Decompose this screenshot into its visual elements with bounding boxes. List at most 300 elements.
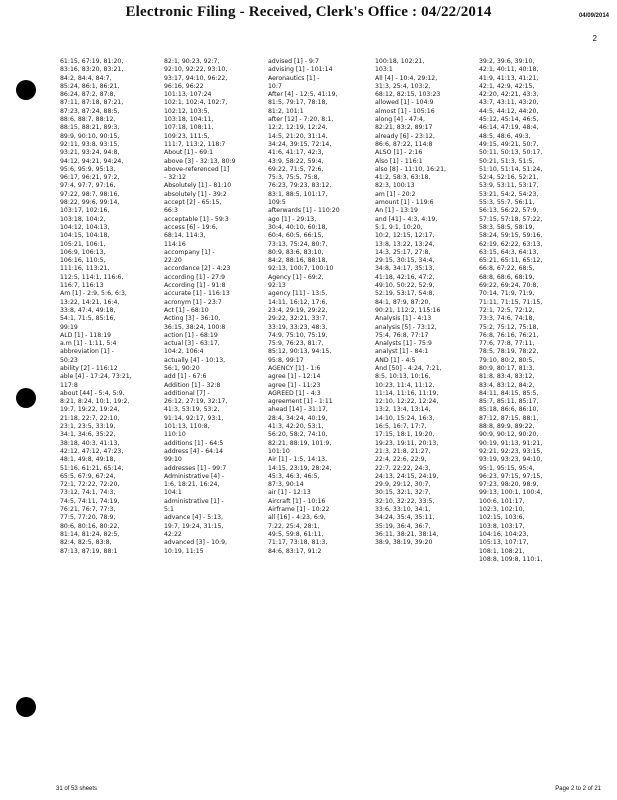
index-entry: able [4] - 17:24, 73:21, bbox=[60, 373, 132, 381]
index-entry: 75:2, 75:12, 75:18, bbox=[479, 323, 539, 331]
index-entry: 83:16, 83:20, 83:21, bbox=[60, 66, 124, 74]
index-entry: 97:23, 98:20, 98:9, bbox=[479, 481, 539, 489]
index-entry: 103:18, 104:11, bbox=[164, 116, 214, 124]
index-entry: 68:8, 68:6, 68:19, bbox=[479, 273, 535, 281]
index-entry: 33:8, 47:4, 49:18, bbox=[60, 306, 116, 314]
index-entry: 83:1, 88:5, 101:17, bbox=[268, 190, 328, 198]
punch-hole-middle bbox=[16, 388, 36, 408]
index-entry: 10:2, 12:15, 12:17, bbox=[375, 232, 435, 240]
index-entry: Absolutely [1] - 81:10 bbox=[164, 182, 232, 190]
index-entry: 100:6, 101:17, bbox=[479, 497, 525, 505]
index-entry: 54:1, 71:5, 85:16, bbox=[60, 315, 116, 323]
index-entry: 45:3, 46:3, 46:5, bbox=[268, 472, 320, 480]
index-entry: 108:8, 109:8, 110:1, bbox=[479, 555, 543, 563]
index-entry: acceptable [1] - 59:3 bbox=[164, 215, 229, 223]
index-entry: about [44] - 5:4, 5:9, bbox=[60, 389, 125, 397]
index-entry: 104:12, 104:13, bbox=[60, 223, 110, 231]
index-entry: 93:19, 93:23, 94:10, bbox=[479, 456, 543, 464]
index-entry: 41:9, 41:13, 41:21, bbox=[479, 74, 539, 82]
index-entry: 58:3, 58:5, 58:19, bbox=[479, 223, 535, 231]
index-entry: 10:23, 11:4, 11:12, bbox=[375, 381, 435, 389]
index-entry: ALSO [1] - 2:16 bbox=[375, 149, 423, 157]
index-entry: 21:18, 22:7, 22:10, bbox=[60, 414, 120, 422]
index-entry: 110:10 bbox=[164, 431, 186, 439]
index-entry: a.m [1] - 1:11, 5:4 bbox=[60, 340, 117, 348]
index-entry: AND [1] - 4:5 bbox=[375, 356, 416, 364]
index-entry: 12:2, 12:19, 12:24, bbox=[268, 124, 328, 132]
index-entry: 111:7, 113:2, 118:7 bbox=[164, 140, 226, 148]
index-entry: After [4] - 12:5, 41:19, bbox=[268, 91, 338, 99]
index-entry: 89:9, 90:10, 90:15, bbox=[60, 132, 120, 140]
index-entry: 78:5, 78:19, 78:22, bbox=[479, 348, 539, 356]
index-entry: 68:14, 114:3, bbox=[164, 232, 206, 240]
index-entry: 69:22, 69:24, 70:8, bbox=[479, 282, 539, 290]
index-column-4 bbox=[375, 58, 461, 748]
index-entry: 50:23 bbox=[60, 356, 78, 364]
index-entry: 104:16, 104:23, bbox=[479, 530, 529, 538]
index-column-5 bbox=[479, 58, 565, 748]
index-entry: administrative [1] - bbox=[164, 497, 224, 505]
index-entry: Aeronautics [1] - bbox=[268, 74, 320, 82]
index-entry: advance [4] - 5:13, bbox=[164, 514, 224, 522]
index-entry: 87:11, 87:18, 87:21, bbox=[60, 99, 124, 107]
index-entry: 34:8, 34:17, 35:13, bbox=[375, 265, 435, 273]
index-entry: 84:2, 84:4, 84:7, bbox=[60, 74, 112, 82]
index-entry: 69:22, 71:5, 72:6, bbox=[268, 165, 324, 173]
index-entry: 77:6, 77:8, 77:11, bbox=[479, 340, 535, 348]
index-entry: 80:9, 83:6, 83:10, bbox=[268, 248, 324, 256]
index-entry: 79:10, 80:2, 80:5, bbox=[479, 356, 535, 364]
index-entry: Am [1] - 2:9, 5:6, 6:3, bbox=[60, 290, 127, 298]
index-entry: 104:1 bbox=[164, 489, 182, 497]
index-entry: 34:1, 34:6, 35:22, bbox=[60, 431, 116, 439]
index-entry: absolutely [1] - 39:2 bbox=[164, 190, 227, 198]
index-entry: 14:11, 16:12, 17:6, bbox=[268, 298, 328, 306]
index-entry: accurate [1] - 116:13 bbox=[164, 290, 230, 298]
index-entry: 112:5, 114:1, 116:6, bbox=[60, 273, 124, 281]
index-entry: Agency [1] - 69:2, bbox=[268, 273, 324, 281]
index-entry: 106:9, 106:13, bbox=[60, 248, 106, 256]
index-entry: 5:1 bbox=[164, 506, 174, 514]
index-entry: 104:15, 104:18, bbox=[60, 232, 110, 240]
index-entry: 103:18, 104:2, bbox=[60, 215, 106, 223]
index-entry: 91:14, 92:17, 93:1, bbox=[164, 414, 224, 422]
index-entry: 39:2, 39:6, 39:10, bbox=[479, 58, 535, 65]
index-entry: 82:3, 100:13 bbox=[375, 182, 415, 190]
index-entry: 82:1, 90:23, 92:7, bbox=[164, 58, 220, 65]
index-entry: 38:18, 40:3, 41:13, bbox=[60, 439, 120, 447]
punch-hole-bottom bbox=[16, 697, 36, 717]
index-entry: 101:13, 110:8, bbox=[164, 423, 210, 431]
index-entry: 84:11, 84:15, 85:5, bbox=[479, 389, 539, 397]
page-range: Page 2 to 2 of 21 bbox=[555, 786, 601, 792]
index-entry: ago [1] - 29:13, bbox=[268, 215, 317, 223]
index-entry: 73:3, 74:6, 74:18, bbox=[479, 315, 535, 323]
index-entry: according [1] - 27:9 bbox=[164, 273, 226, 281]
index-entry: 114:16 bbox=[164, 240, 186, 248]
index-entry: 88:8, 89:9, 89:22, bbox=[479, 423, 535, 431]
index-entry: 96:16, 96:22 bbox=[164, 82, 204, 90]
index-column-2 bbox=[164, 58, 250, 748]
index-entry: 51:16, 61:21, 65:14, bbox=[60, 464, 124, 472]
index-entry: actual [3] - 63:17, bbox=[164, 340, 220, 348]
index-entry: and [41] - 4:3, 4:19, bbox=[375, 215, 438, 223]
index-entry: 19:7, 19:22, 19:24, bbox=[60, 406, 120, 414]
index-entry: 76:21, 76:7, 77:3, bbox=[60, 506, 116, 514]
index-entry: 87:13, 87:19, 88:1 bbox=[60, 547, 118, 555]
index-entry: 87:23, 87:24, 88:5, bbox=[60, 107, 120, 115]
index-entry: amount [1] - 119:6 bbox=[375, 199, 434, 207]
index-entry: air [1] - 12:13 bbox=[268, 489, 311, 497]
index-entry: 99:13, 100:1, 100:4, bbox=[479, 489, 543, 497]
index-entry: Analysts [1] - 75:9 bbox=[375, 340, 432, 348]
index-entry: 92:21, 92:23, 93:15, bbox=[479, 447, 543, 455]
index-entry: 74:9, 75:10, 75:19, bbox=[268, 331, 328, 339]
index-entry: 90:21, 112:2, 115:16 bbox=[375, 306, 441, 314]
index-entry: 97:4, 97:7, 97:16, bbox=[60, 182, 116, 190]
index-entry: 103:8, 103:17, bbox=[479, 522, 525, 530]
index-entry: 10:19, 11:15 bbox=[164, 547, 204, 555]
index-entry: 58:24, 59:15, 59:16, bbox=[479, 232, 543, 240]
index-entry: 87:3, 90:14 bbox=[268, 481, 304, 489]
index-entry: 109:23, 111:5, bbox=[164, 132, 210, 140]
index-entry: An [1] - 13:19 bbox=[375, 207, 418, 215]
index-column-1 bbox=[60, 58, 146, 748]
index-entry: 5:1, 9:1, 10:20, bbox=[375, 223, 423, 231]
index-entry: additional [7] - bbox=[164, 389, 210, 397]
index-entry: According [1] - 91:8 bbox=[164, 282, 226, 290]
index-entry: 29:15, 30:15, 34:4, bbox=[375, 257, 435, 265]
index-entry: 14:3, 25:17, 27:8, bbox=[375, 248, 431, 256]
index-entry: 49:10, 50:22, 52:9, bbox=[375, 282, 435, 290]
index-entry: 106:16, 110:5, bbox=[60, 257, 106, 265]
index-entry: addresses [1] - 99:7 bbox=[164, 464, 227, 472]
index-entry: 12:10, 12:22, 12:24, bbox=[375, 398, 439, 406]
index-entry: 22:4, 22:6, 22:9, bbox=[375, 456, 427, 464]
index-entry: 88:6, 88:7, 88:12, bbox=[60, 116, 116, 124]
index-entry: 90:19, 91:13, 91:21, bbox=[479, 439, 543, 447]
index-entry: 102:12, 103:5, bbox=[164, 107, 210, 115]
index-entry: 95:8, 99:17 bbox=[268, 356, 304, 364]
index-entry: 16:5, 16:7, 17:7, bbox=[375, 423, 427, 431]
index-entry: 36:11, 38:21, 38:14, bbox=[375, 530, 439, 538]
index-entry: 100:18, 102:21, bbox=[375, 58, 425, 65]
index-entry: analysis [5] - 73:12, bbox=[375, 323, 437, 331]
index-entry: 51:10, 51:14, 51:24, bbox=[479, 165, 543, 173]
index-entry: 82:4, 82:5, 83:8, bbox=[60, 539, 112, 547]
index-entry: agree [1] - 12:14 bbox=[268, 373, 321, 381]
index-entry: 65:21, 65:11, 65:12, bbox=[479, 257, 543, 265]
index-entry: 38:9, 38:19, 39:20 bbox=[375, 539, 433, 547]
index-entry: 94:12, 94:21, 94:24, bbox=[60, 157, 124, 165]
index-entry: 31:3, 25:4, 103:2, bbox=[375, 82, 431, 90]
index-entry: 85:24, 86:1, 86:21, bbox=[60, 82, 120, 90]
index-entry: 22:7, 22:22, 24:3, bbox=[375, 464, 431, 472]
index-entry: 87:12, 87:15, 88:1, bbox=[479, 414, 539, 422]
index-entry: 72:1, 72:22, 72:20, bbox=[60, 481, 120, 489]
index-column-3 bbox=[268, 58, 354, 748]
punch-hole-top bbox=[16, 80, 36, 100]
index-entry: 48:1, 49:8, 49:18, bbox=[60, 456, 116, 464]
filing-header: Electronic Filing - Received, Clerk's Office : 04/22/2014 bbox=[125, 4, 492, 20]
index-entry: 92:10, 92:22, 93:10, bbox=[164, 66, 228, 74]
index-entry: almost [1] - 105:16 bbox=[375, 107, 435, 115]
index-entry: 85:7, 85:11, 85:17, bbox=[479, 398, 539, 406]
index-entry: abbreviation [1] - bbox=[60, 348, 114, 356]
index-entry: am [1] - 20:2 bbox=[375, 190, 416, 198]
index-entry: address [4] - 64:14 bbox=[164, 447, 224, 455]
index-entry: AGENCY [1] - 1:6 bbox=[268, 364, 321, 372]
index-entry: Air [1] - 1:5, 14:13, bbox=[268, 456, 328, 464]
index-entry: 86:24, 87:2, 87:8, bbox=[60, 91, 116, 99]
index-entry: 73:13, 75:24, 80:7, bbox=[268, 240, 328, 248]
index-entry: 50:21, 51:3, 51:5, bbox=[479, 157, 535, 165]
index-entry: 11:14, 11:16, 11:19, bbox=[375, 389, 439, 397]
index-entry: 80:6, 80:16, 80:22, bbox=[60, 522, 120, 530]
index-entry: accompany [1] - bbox=[164, 248, 215, 256]
index-entry: 98:22, 99:6, 99:14, bbox=[60, 199, 120, 207]
index-entry: 111:16, 113:21, bbox=[60, 265, 110, 273]
index-entry: 13:22, 14:21, 16:4, bbox=[60, 298, 120, 306]
index-entry: 19:7, 19:24, 31:15, bbox=[164, 522, 224, 530]
index-entry: 41:6, 41:17, 42:3, bbox=[268, 149, 324, 157]
index-entry: 92:13 bbox=[268, 282, 286, 290]
index-entry: 26:12, 27:19, 32:17, bbox=[164, 398, 228, 406]
index-entry: accordance [2] - 4:23 bbox=[164, 265, 231, 273]
index-entry: 1:6, 18:21, 16:24, bbox=[164, 481, 220, 489]
index-entry: 95:1, 95:15, 95:4, bbox=[479, 464, 535, 472]
index-entry: 65:5, 67:9, 67:24, bbox=[60, 472, 116, 480]
index-entry: 99:10 bbox=[164, 456, 182, 464]
index-entry: 92:11, 93:8, 93:15, bbox=[60, 140, 120, 148]
index-entry: 14:10, 15:24, 16:3, bbox=[375, 414, 435, 422]
index-entry: 103:17, 102:16, bbox=[60, 207, 110, 215]
index-entry: 22:20 bbox=[164, 257, 182, 265]
index-entry: 95:6, 95:9, 95:13, bbox=[60, 165, 116, 173]
index-entry: 29:22, 32:21, 33:7, bbox=[268, 315, 328, 323]
index-entry: - 32:12 bbox=[164, 174, 187, 182]
index-entry: 35:19, 36:4, 36:7, bbox=[375, 522, 431, 530]
index-entry: Analysis [1] - 4:13 bbox=[375, 315, 432, 323]
index-entry: analyst [1] - 84:1 bbox=[375, 348, 429, 356]
index-entry: 99:19 bbox=[60, 323, 78, 331]
index-entry: 44:5, 44:12, 44:20, bbox=[479, 107, 539, 115]
index-entry: 90:9, 90:12, 90:20, bbox=[479, 431, 539, 439]
index-entry: 101:13, 107:24 bbox=[164, 91, 212, 99]
index-entry: 101:10 bbox=[268, 447, 290, 455]
index-entry: 82:21, 83:2, 89:17 bbox=[375, 124, 433, 132]
index-entry: Airframe [1] - 10:22 bbox=[268, 506, 330, 514]
index-entry: 53:9, 53:11, 53:17, bbox=[479, 182, 539, 190]
index-entry: 96:17, 96:21, 97:2, bbox=[60, 174, 120, 182]
index-entry: advanced [3] - 10:9, bbox=[164, 539, 227, 547]
index-entry: 102:1, 102:4, 102:7, bbox=[164, 99, 228, 107]
index-entry: 85:12, 90:13, 94:15, bbox=[268, 348, 332, 356]
index-entry: 14:5, 21:20, 31:14, bbox=[268, 132, 328, 140]
index-entry: 29:9, 29:12, 30:7, bbox=[375, 481, 431, 489]
index-entry: ALD [1] - 118:19 bbox=[60, 331, 112, 339]
index-entry: 83:4, 83:12, 84:2, bbox=[479, 381, 535, 389]
index-entry: accept [2] - 65:15, bbox=[164, 199, 222, 207]
index-entry: 49:15, 49:21, 50:7, bbox=[479, 140, 539, 148]
index-entry: advised [1] - 9:7 bbox=[268, 58, 319, 65]
index-entry: Addition [1] - 32:8 bbox=[164, 381, 221, 389]
index-entry: 13:8, 13:22, 13:24, bbox=[375, 240, 435, 248]
index-entry: 104:2, 106:4 bbox=[164, 348, 204, 356]
index-entry: 81:5, 79:17, 78:18, bbox=[268, 99, 328, 107]
index-entry: 75:4, 76:8, 77:17 bbox=[375, 331, 429, 339]
index-entry: all [16] - 4:23, 6:9, bbox=[268, 514, 326, 522]
index-entry: Aircraft [1] - 10:16 bbox=[268, 497, 326, 505]
index-entry: 52:19, 53:17, 54:8, bbox=[375, 290, 435, 298]
index-entry: 56:1, 90:20 bbox=[164, 364, 200, 372]
index-entry: 28:4, 34:24, 40:19, bbox=[268, 414, 328, 422]
index-entry: add [1] - 67:6 bbox=[164, 373, 207, 381]
index-entry: 96:23, 97:15, 97:15, bbox=[479, 472, 543, 480]
index-entry: after [12] - 7:20, 8:1, bbox=[268, 116, 334, 124]
index-entry: allowed [1] - 104:9 bbox=[375, 99, 434, 107]
index-entry: above [3] - 32:13, 80:9 bbox=[164, 157, 236, 165]
index-entry: 86:6, 87:22, 114:8 bbox=[375, 140, 433, 148]
index-entry: 23:1, 23:5, 33:19, bbox=[60, 423, 116, 431]
index-entry: 108:1, 108:21, bbox=[479, 547, 525, 555]
index-entry: 43:7, 43:11, 43:20, bbox=[479, 99, 539, 107]
index-entry: AGREED [1] - 4:3 bbox=[268, 389, 321, 397]
index-entry: 23:4, 29:19, 29:22, bbox=[268, 306, 328, 314]
index-entry: 93:21, 93:24, 94:8, bbox=[60, 149, 120, 157]
index-entry: 109:5 bbox=[268, 199, 286, 207]
index-entry: 42:20, 42:21, 43:3, bbox=[479, 91, 539, 99]
index-entry: ahead [14] - 31:17, bbox=[268, 406, 328, 414]
index-entry: 42:22 bbox=[164, 530, 182, 538]
index-entry: 107:18, 108:11, bbox=[164, 124, 214, 132]
index-entry: acronym [1] - 23:7 bbox=[164, 298, 222, 306]
index-entry: 56:13, 56:22, 57:9, bbox=[479, 207, 539, 215]
index-entry: 88:15, 88:21, 89:3, bbox=[60, 124, 120, 132]
index-entry: 80:9, 80:17, 81:3, bbox=[479, 364, 535, 372]
index-entry: Act [1] - 68:10 bbox=[164, 306, 209, 314]
index-entry: access [6] - 19:6, bbox=[164, 223, 218, 231]
index-entry: 13:2, 13:4, 13:14, bbox=[375, 406, 431, 414]
index-entry: 116:7, 116:13 bbox=[60, 282, 104, 290]
index-entry: 8:21, 8:24, 10:1, 19:2, bbox=[60, 398, 130, 406]
index-entry: Administrative [4] - bbox=[164, 472, 224, 480]
index-entry: 50:11, 50:13, 50:17, bbox=[479, 149, 543, 157]
index-entry: 66:8, 67:22, 68:5, bbox=[479, 265, 535, 273]
index-entry: 84:6, 83:17, 91:2 bbox=[268, 547, 322, 555]
index-entry: 93:17, 94:10, 96:22, bbox=[164, 74, 228, 82]
index-entry: 75:3, 75:5, 75:8, bbox=[268, 174, 320, 182]
index-entry: 71:11, 71:15, 71:15, bbox=[479, 298, 543, 306]
index-entry: 24:13, 24:15, 24:19, bbox=[375, 472, 439, 480]
index-entry: About [1] - 69:1 bbox=[164, 149, 214, 157]
index-entry: 70:14, 71:9, 71:9, bbox=[479, 290, 535, 298]
index-entry: 62:19, 62:22, 63:13, bbox=[479, 240, 543, 248]
index-entry: 63:15, 64:3, 64:13, bbox=[479, 248, 539, 256]
index-entry: 49:5, 59:8, 61:11, bbox=[268, 530, 324, 538]
index-entry: 105:13, 107:17, bbox=[479, 539, 529, 547]
index-entry: 41:3, 42:20, 53:1, bbox=[268, 423, 324, 431]
index-entry: above-referenced [1] bbox=[164, 165, 230, 173]
index-entry: 33:6, 33:10, 34:1, bbox=[375, 506, 431, 514]
index-entry: agreement [1] - 1:11 bbox=[268, 398, 333, 406]
index-entry: agree [1] - 11:23 bbox=[268, 381, 321, 389]
index-entry: 48:5, 48:6, 49:3, bbox=[479, 132, 531, 140]
index-entry: 57:15, 57:18, 57:22, bbox=[479, 215, 543, 223]
index-entry: 61:15, 67:19, 81:20, bbox=[60, 58, 124, 65]
index-entry: 75:9, 76:23, 81:7, bbox=[268, 340, 324, 348]
index-entry: also [8] - 11:10, 16:21, bbox=[375, 165, 446, 173]
index-entry: 14:15, 23:19, 28:24, bbox=[268, 464, 332, 472]
index-entry: along [4] - 47:4, bbox=[375, 116, 425, 124]
index-entry: 117:8 bbox=[60, 381, 78, 389]
index-entry: 41:18, 42:16, 47:2, bbox=[375, 273, 435, 281]
index-entry: advising [1] - 101:14 bbox=[268, 66, 333, 74]
index-entry: 82:21, 88:19, 101:9, bbox=[268, 439, 332, 447]
index-entry: agency [11] - 13:5, bbox=[268, 290, 328, 298]
index-entry: 81:8, 83:4, 83:12, bbox=[479, 373, 535, 381]
index-entry: 85:18, 86:6, 86:10, bbox=[479, 406, 539, 414]
index-entry: 81:2, 101:1 bbox=[268, 107, 304, 115]
index-entry: 72:1, 72:5, 72:12, bbox=[479, 306, 535, 314]
index-entry: 74:5, 74:11, 74:19, bbox=[60, 497, 120, 505]
index-entry: 103:1 bbox=[375, 66, 393, 74]
index-entry: 73:12, 74:1, 74:3, bbox=[60, 489, 116, 497]
index-entry: Acting [3] - 36:10, bbox=[164, 315, 221, 323]
index-entry: 7:22, 25:4, 28:1, bbox=[268, 522, 320, 530]
index-entry: All [4] - 10:4, 29:12, bbox=[375, 74, 438, 82]
index-entry: actually [4] - 10:13, bbox=[164, 356, 226, 364]
index-entry: 45:12, 45:14, 46:5, bbox=[479, 116, 539, 124]
index-entry: 30:15, 32:1, 32:7, bbox=[375, 489, 431, 497]
index-entry: 34:24, 35:4, 35:11, bbox=[375, 514, 435, 522]
index-entry: action [1] - 68:19 bbox=[164, 331, 218, 339]
index-entry: 33:19, 33:23, 48:3, bbox=[268, 323, 328, 331]
index-entry: 46:14, 47:19, 48:4, bbox=[479, 124, 539, 132]
index-entry: 71:17, 73:18, 81:3, bbox=[268, 539, 328, 547]
index-entry: 92:13, 100:7, 100:10 bbox=[268, 265, 334, 273]
index-entry: 10:7 bbox=[268, 82, 282, 90]
index-entry: 77:5, 77:20, 78:9, bbox=[60, 514, 116, 522]
index-entry: already [6] - 23:12, bbox=[375, 132, 435, 140]
index-entry: 102:3, 102:10, bbox=[479, 506, 525, 514]
index-entry: 60:4, 60:5, 66:15, bbox=[268, 232, 324, 240]
index-entry: 68:12, 82:15, 103:23 bbox=[375, 91, 441, 99]
index-entry: 32:10, 32:22, 33:5, bbox=[375, 497, 435, 505]
index-entry: 102:15, 103:6, bbox=[479, 514, 525, 522]
index-entry: 81:14, 81:24, 82:5, bbox=[60, 530, 120, 538]
index-entry: 66:3 bbox=[164, 207, 178, 215]
index-entry: 34:24, 39:15, 72:14, bbox=[268, 140, 332, 148]
index-entry: 41:3, 53:19, 53:2, bbox=[164, 406, 220, 414]
index-entry: 19:23, 19:11, 20:13, bbox=[375, 439, 439, 447]
index-entry: 52:4, 52:16, 52:21, bbox=[479, 174, 539, 182]
date-stamp: 04/09/2014 bbox=[578, 13, 609, 19]
index-entry: afterwards [1] - 110:20 bbox=[268, 207, 340, 215]
index-entry: 21:3, 21:8, 21:27, bbox=[375, 447, 431, 455]
sheet-count: 31 of 53 sheets bbox=[56, 786, 98, 792]
index-entry: 17:15, 18:1, 19:20, bbox=[375, 431, 435, 439]
index-entry: 36:15, 38:24, 100:8 bbox=[164, 323, 226, 331]
index-entry: 42:12, 47:12, 47:23, bbox=[60, 447, 124, 455]
index-entry: 105:21, 106:1, bbox=[60, 240, 106, 248]
index-entry: 84:2, 88:16, 88:18, bbox=[268, 257, 328, 265]
index-entry: 55:3, 55:7, 56:11, bbox=[479, 199, 535, 207]
index-entry: ability [2] - 116:12 bbox=[60, 364, 118, 372]
index-entry: 76:8, 76:16, 76:21, bbox=[479, 331, 539, 339]
page-number: 2 bbox=[592, 34, 597, 43]
index-entry: 97:22, 98:7, 98:16, bbox=[60, 190, 120, 198]
